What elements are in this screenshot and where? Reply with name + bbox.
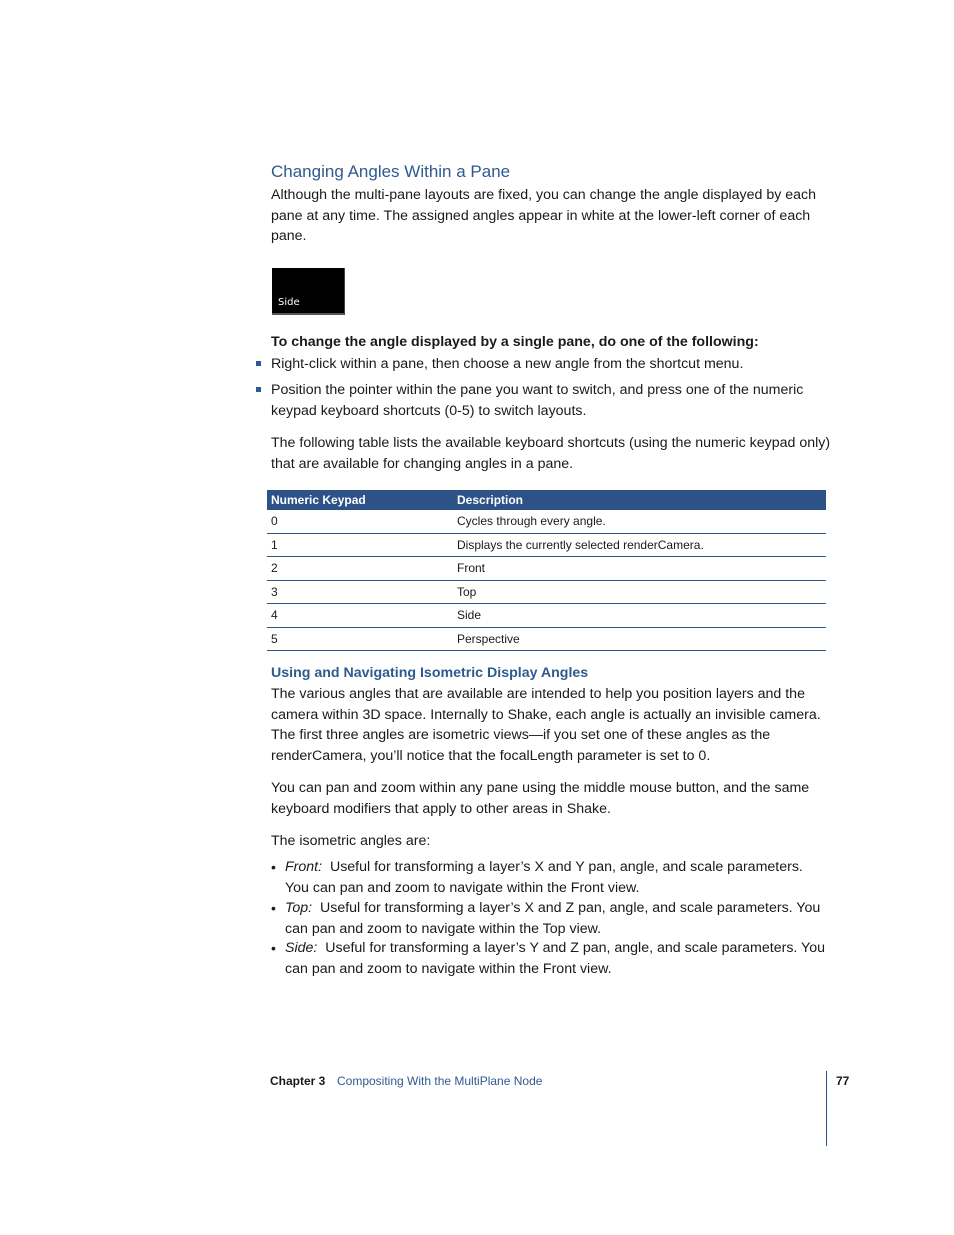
pane-thumbnail-image bbox=[272, 268, 345, 315]
table-row bbox=[267, 580, 826, 604]
table-row bbox=[267, 557, 826, 581]
keypad-cell: 4 bbox=[267, 604, 453, 628]
pane-angle-label: Side bbox=[278, 297, 300, 308]
page-number: 77 bbox=[836, 1074, 850, 1088]
footer-divider bbox=[826, 1071, 827, 1146]
keypad-cell: 0 bbox=[267, 510, 453, 533]
isometric-list-intro: The isometric angles are: bbox=[271, 833, 431, 849]
footer-chapter-title: Compositing With the MultiPlane Node bbox=[337, 1074, 543, 1088]
footer-chapter: Chapter 3 bbox=[270, 1074, 326, 1088]
angle-term: Front: bbox=[285, 859, 323, 875]
square-bullet-icon bbox=[256, 361, 261, 366]
angle-term: Side: bbox=[285, 940, 318, 956]
isometric-angle-item bbox=[285, 857, 830, 898]
angle-description: Useful for transforming a layer’s Y and Z pan, angle, and scale parameters. You can pan and zoom to navigate within the Front view. bbox=[285, 940, 825, 977]
procedure-title: To change the angle displayed by a single pane, do one of the following: bbox=[271, 334, 759, 350]
section-heading: Changing Angles Within a Pane bbox=[271, 162, 511, 181]
isometric-angle-item bbox=[285, 898, 830, 939]
table-row bbox=[267, 604, 826, 628]
description-cell: Side bbox=[453, 604, 826, 628]
table-row bbox=[267, 510, 826, 533]
keyboard-shortcut-table bbox=[267, 490, 826, 651]
keypad-cell: 5 bbox=[267, 627, 453, 651]
isometric-paragraph: The various angles that are available are intended to help you position layers and the camera within 3D space. Internally to Shake, each angle is actually an invisible camera. The first three angles are isometric views—if you set one of these angles as the renderCamera, you’ll notice that the focalLength parameter is set to 0. bbox=[271, 686, 821, 764]
table-header-row bbox=[267, 490, 826, 510]
column-header: Description bbox=[453, 490, 826, 510]
table-row bbox=[267, 627, 826, 651]
description-cell: Displays the currently selected renderCamera. bbox=[453, 533, 826, 557]
bullet-dot-icon: • bbox=[271, 900, 276, 916]
angle-description: Useful for transforming a layer’s X and Y pan, angle, and scale parameters. You can pan and zoom to navigate within the Front view. bbox=[285, 859, 803, 896]
keypad-cell: 3 bbox=[267, 580, 453, 604]
procedure-step: Right-click within a pane, then choose a new angle from the shortcut menu. bbox=[271, 356, 744, 372]
angle-term: Top: bbox=[285, 900, 313, 916]
description-cell: Top bbox=[453, 580, 826, 604]
keypad-cell: 1 bbox=[267, 533, 453, 557]
subsection-heading: Using and Navigating Isometric Display Angles bbox=[271, 665, 589, 681]
description-cell: Front bbox=[453, 557, 826, 581]
bullet-dot-icon: • bbox=[271, 940, 276, 956]
isometric-angle-item bbox=[285, 938, 830, 979]
square-bullet-icon bbox=[256, 387, 261, 392]
column-header: Numeric Keypad bbox=[267, 490, 453, 510]
pan-zoom-paragraph: You can pan and zoom within any pane using the middle mouse button, and the same keyboard modifiers that apply to other areas in Shake. bbox=[271, 780, 810, 817]
bullet-dot-icon: • bbox=[271, 859, 276, 875]
intro-paragraph: Although the multi-pane layouts are fixed, you can change the angle displayed by each pane at any time. The assigned angles appear in white at the lower-left corner of each pane. bbox=[271, 187, 817, 244]
description-cell: Cycles through every angle. bbox=[453, 510, 826, 533]
description-cell: Perspective bbox=[453, 627, 826, 651]
table-intro-paragraph: The following table lists the available keyboard shortcuts (using the numeric keypad only) that are available for changing angles in a pane. bbox=[271, 435, 831, 472]
procedure-step: Position the pointer within the pane you want to switch, and press one of the numeric keypad keyboard shortcuts (0-5) to switch layouts. bbox=[271, 382, 804, 419]
keypad-cell: 2 bbox=[267, 557, 453, 581]
angle-description: Useful for transforming a layer’s X and Z pan, angle, and scale parameters. You can pan and zoom to navigate within the Top view. bbox=[285, 900, 821, 937]
table-row bbox=[267, 533, 826, 557]
